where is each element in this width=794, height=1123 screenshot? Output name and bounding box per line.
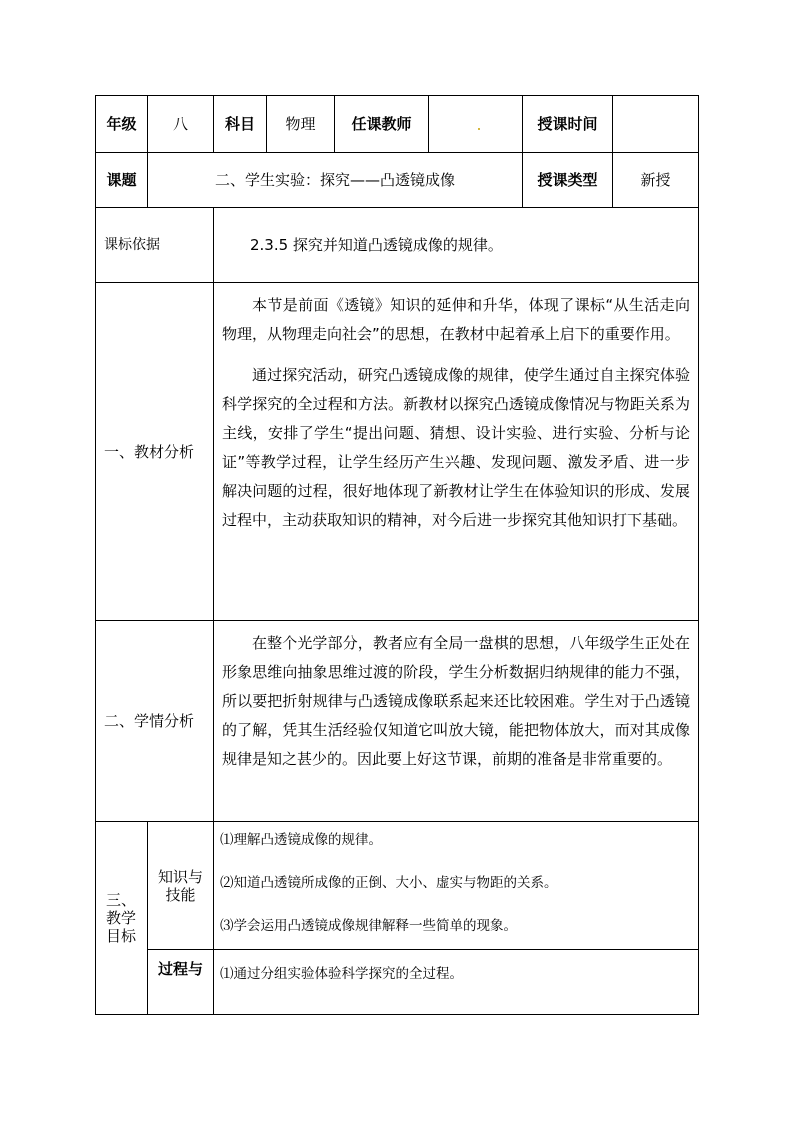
knowledge-items xyxy=(214,822,699,950)
type-value: 新授 xyxy=(613,153,699,208)
basis-row xyxy=(96,208,699,283)
teacher-value xyxy=(429,96,523,153)
students-label: 二、学情分析 xyxy=(96,621,214,822)
material-label: 一、教材分析 xyxy=(96,283,214,621)
goals-label xyxy=(96,822,148,1015)
grade-value: 八 xyxy=(148,96,214,153)
type-label: 授课类型 xyxy=(523,153,613,208)
material-paragraph-2: 通过探究活动，研究凸透镜成像的规律，使学生通过自主探究体验科学探究的全过程和方法。新教材以探究凸透镜成像情况与物距关系为主线，安排了学生“提出问题、猜想、设计实验、进行实验、分析与论证”等教学过程，让学生经历产生兴趣、发现问题、激发矛盾、进一步解决问题的过程，很好地体现了新教材让学生在体验知识的形成、发展过程中，主动获取知识的精神，对今后进一步探究其他知识打下基础。 xyxy=(222,366,690,529)
topic-value: 二、学生实验：探究——凸透镜成像 xyxy=(148,153,523,208)
material-paragraph-1: 本节是前面《透镜》知识的延伸和升华，体现了课标“从生活走向物理，从物理走向社会”的思想，在教材中起着承上启下的重要作用。 xyxy=(222,296,690,343)
subject-label: 科目 xyxy=(214,96,267,153)
lesson-plan-table xyxy=(95,95,699,1015)
students-row xyxy=(96,621,699,822)
subject-value: 物理 xyxy=(267,96,335,153)
students-paragraph: 在整个光学部分，教者应有全局一盘棋的思想，八年级学生正处在形象思维向抽象思维过渡的阶段，学生分析数据归纳规律的能力不强，所以要把折射规律与凸透镜成像联系起来还比较困难。学生对于凸透镜的了解，凭其生活经验仅知道它叫放大镜，能把物体放大，而对其成像规律是知之甚少的。因此要上好这节课，前期的准备是非常重要的。 xyxy=(222,634,690,768)
header-row-1 xyxy=(96,96,699,153)
process-label: 过程与 xyxy=(148,950,214,1015)
knowledge-item-1: ⑴理解凸透镜成像的规律。 xyxy=(220,832,382,848)
time-value xyxy=(613,96,699,153)
process-items xyxy=(214,950,699,1015)
material-content xyxy=(214,283,699,621)
knowledge-label xyxy=(148,822,214,950)
goals-process-row xyxy=(96,950,699,1015)
topic-label: 课题 xyxy=(96,153,148,208)
knowledge-item-3: ⑶学会运用凸透镜成像规律解释一些简单的现象。 xyxy=(220,918,517,934)
process-item-1: ⑴通过分组实验体验科学探究的全过程。 xyxy=(220,966,463,982)
students-content xyxy=(214,621,699,822)
knowledge-label-line-1: 知识与 xyxy=(157,867,203,886)
goals-label-line-3: 目标 xyxy=(106,927,137,945)
basis-label: 课标依据 xyxy=(96,208,214,283)
knowledge-label-line-2: 技能 xyxy=(165,885,196,904)
goals-knowledge-row xyxy=(96,822,699,950)
basis-text: 2.3.5 探究并知道凸透镜成像的规律。 xyxy=(214,208,699,283)
grade-label: 年级 xyxy=(96,96,148,153)
header-row-2 xyxy=(96,153,699,208)
goals-label-line-1: 三、 xyxy=(106,891,137,909)
time-label: 授课时间 xyxy=(523,96,613,153)
knowledge-item-2: ⑵知道凸透镜所成像的正倒、大小、虚实与物距的关系。 xyxy=(220,875,558,891)
goals-label-line-2: 教学 xyxy=(106,909,137,927)
teacher-label: 任课教师 xyxy=(335,96,429,153)
material-row xyxy=(96,283,699,621)
